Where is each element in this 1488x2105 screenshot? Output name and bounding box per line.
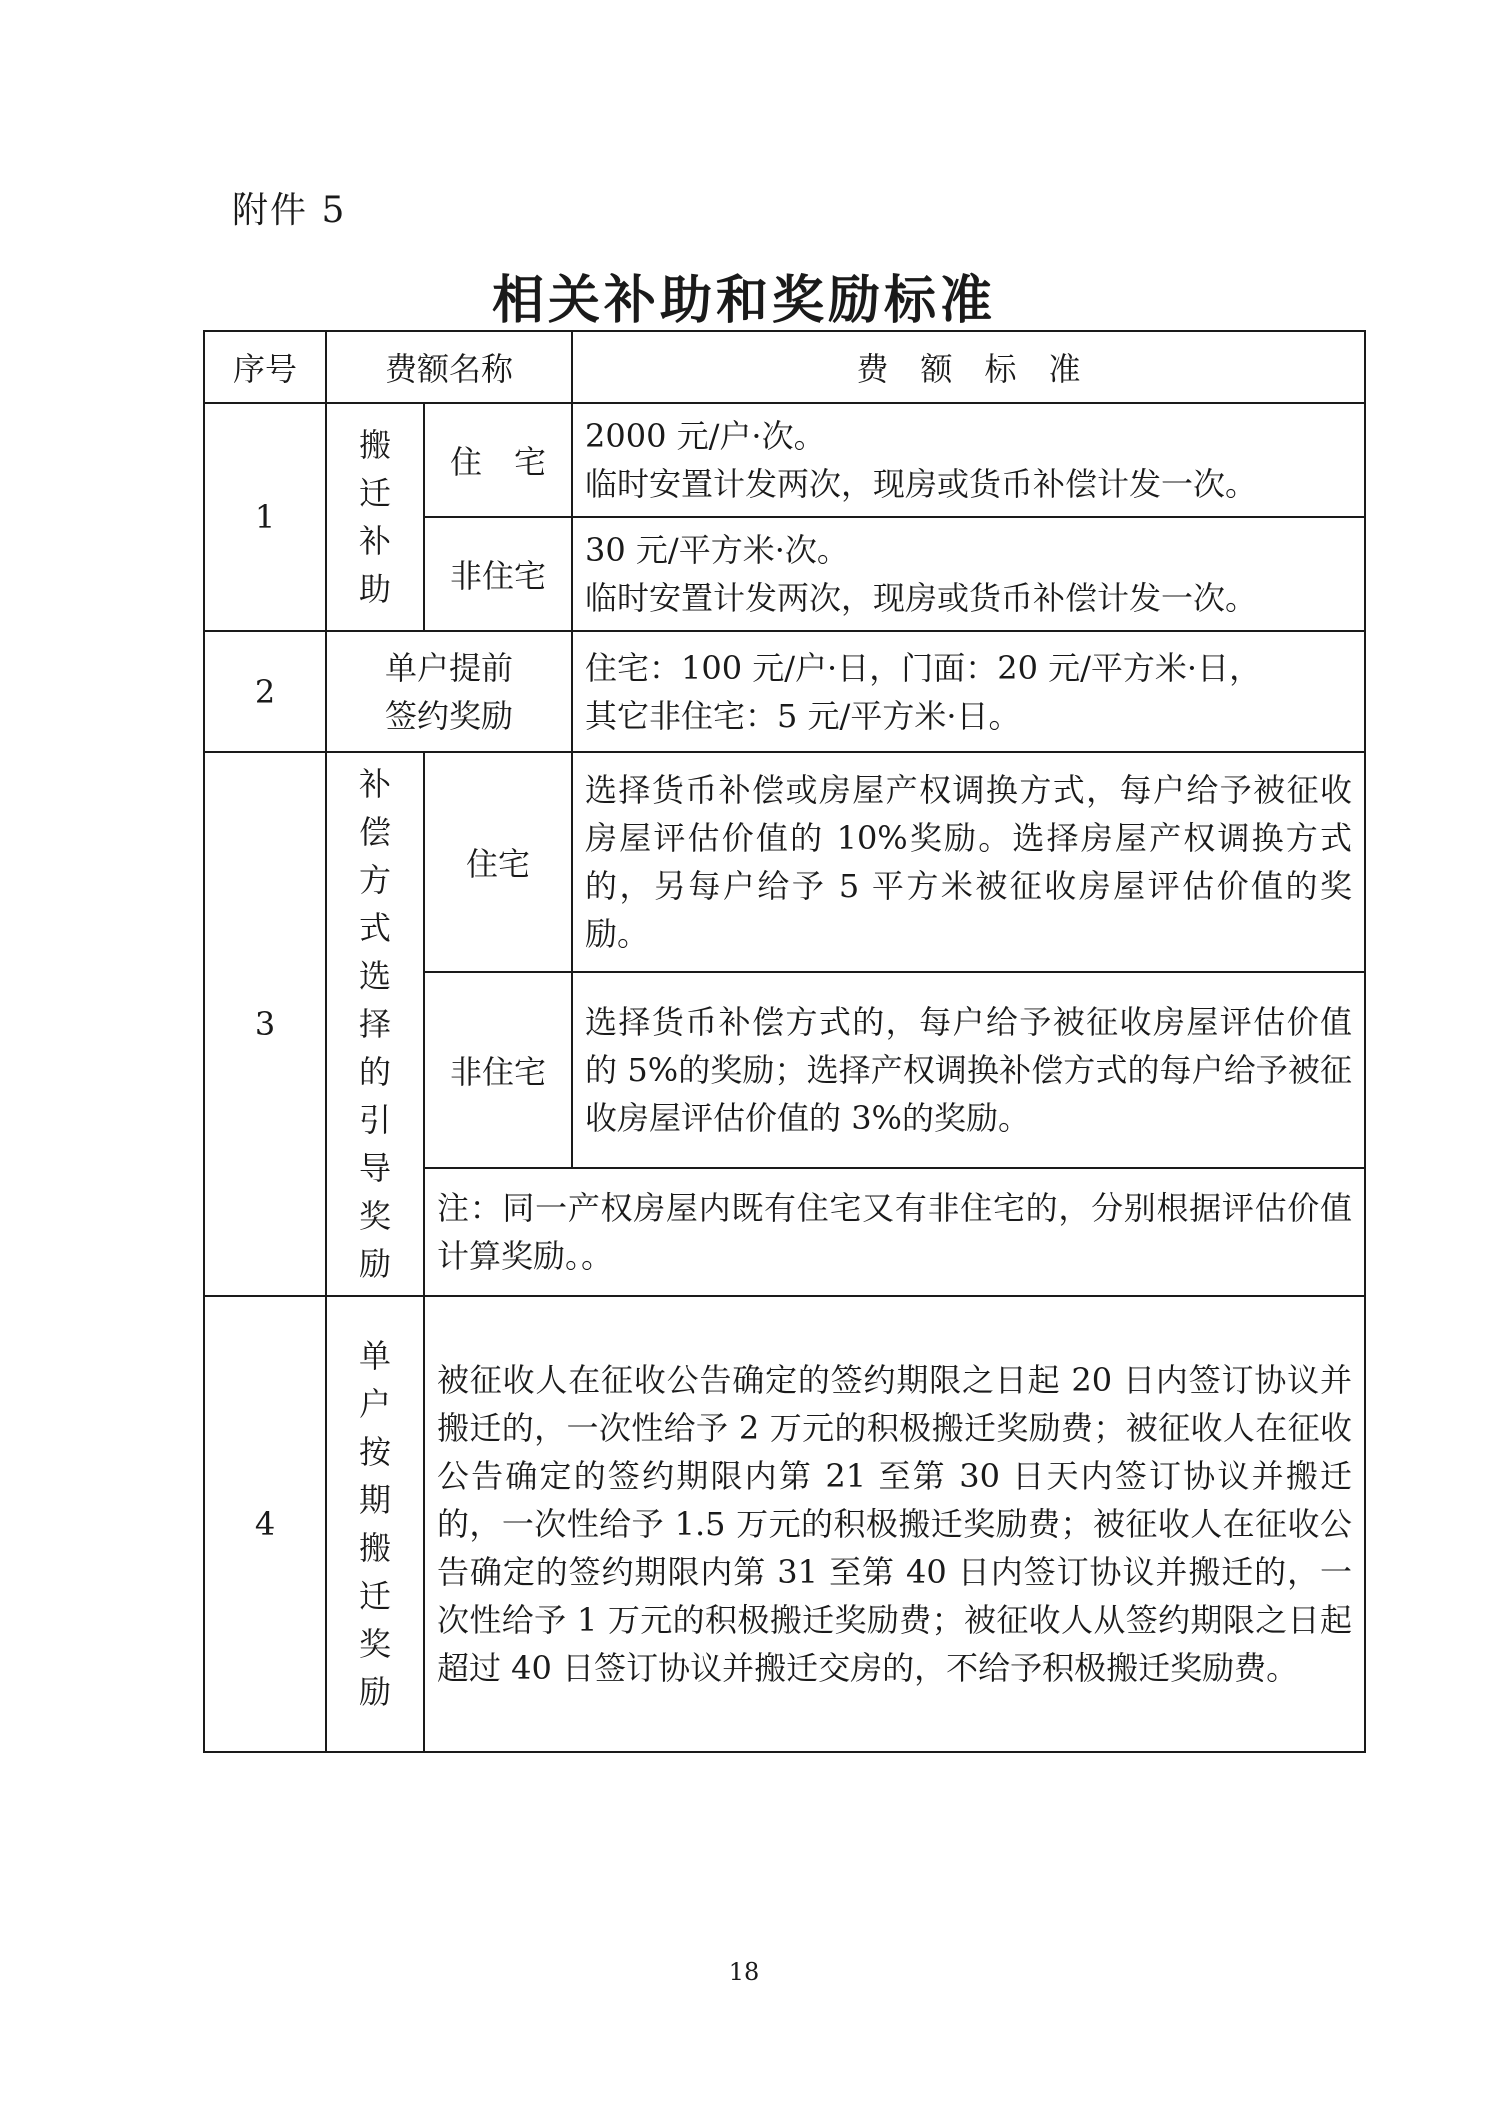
row-category: 搬 迁 补 助 — [326, 403, 424, 631]
table-row — [204, 752, 1365, 972]
row-seq: 3 — [204, 752, 326, 1296]
sub-label: 非住宅 — [424, 517, 572, 631]
row-seq: 1 — [204, 403, 326, 631]
table-header-row — [204, 331, 1365, 403]
document-title: 相关补助和奖励标准 — [491, 270, 996, 331]
standard-cell: 30 元/平方米·次。 临时安置计发两次，现房或货币补偿计发一次。 — [572, 517, 1365, 631]
page-number: 18 — [728, 1958, 760, 1986]
note-cell: 注：同一产权房屋内既有住宅又有非住宅的，分别根据评估价值计算奖励。。 — [424, 1168, 1365, 1296]
subsidy-table — [203, 330, 1366, 1753]
table-row — [204, 403, 1365, 517]
attachment-label: 附件 5 — [232, 190, 347, 231]
header-seq: 序号 — [204, 331, 326, 403]
standard-cell: 2000 元/户·次。 临时安置计发两次，现房或货币补偿计发一次。 — [572, 403, 1365, 517]
table-row — [204, 631, 1365, 752]
standard-cell: 选择货币补偿或房屋产权调换方式，每户给予被征收房屋评估价值的 10%奖励。选择房屋产权调换方式的，另每户给予 5 平方米被征收房屋评估价值的奖励。 — [572, 752, 1365, 972]
row-seq: 4 — [204, 1296, 326, 1752]
row-category: 单 户 按 期 搬 迁 奖 励 — [326, 1296, 424, 1752]
standard-cell: 被征收人在征收公告确定的签约期限之日起 20 日内签订协议并搬迁的，一次性给予 2 万元的积极搬迁奖励费；被征收人在征收公告确定的签约期限内第 21 至第 30 日天内签订协议并搬迁的，一次性给予 1.5 万元的积极搬迁奖励费；被征收人在征收公告确定的签约期限内第 31 至第 40 日内签订协议并搬迁的，一次性给予 1 万元的积极搬迁奖励费；被征收人从签约期限之日起超过 40 日签订协议并搬迁交房的，不给予积极搬迁奖励费。 — [424, 1296, 1365, 1752]
standard-cell: 选择货币补偿方式的，每户给予被征收房屋评估价值的 5%的奖励；选择产权调换补偿方式的每户给予被征收房屋评估价值的 3%的奖励。 — [572, 972, 1365, 1168]
table-row — [204, 1296, 1365, 1752]
sub-label: 住 宅 — [424, 403, 572, 517]
row-name: 单户提前 签约奖励 — [326, 631, 572, 752]
header-name: 费额名称 — [326, 331, 572, 403]
sub-label: 住宅 — [424, 752, 572, 972]
row-seq: 2 — [204, 631, 326, 752]
standard-cell: 住宅：100 元/户·日，门面：20 元/平方米·日， 其它非住宅：5 元/平方米·日。 — [572, 631, 1365, 752]
row-category: 补 偿 方 式 选 择 的 引 导 奖 励 — [326, 752, 424, 1296]
sub-label: 非住宅 — [424, 972, 572, 1168]
header-standard: 费 额 标 准 — [572, 331, 1365, 403]
